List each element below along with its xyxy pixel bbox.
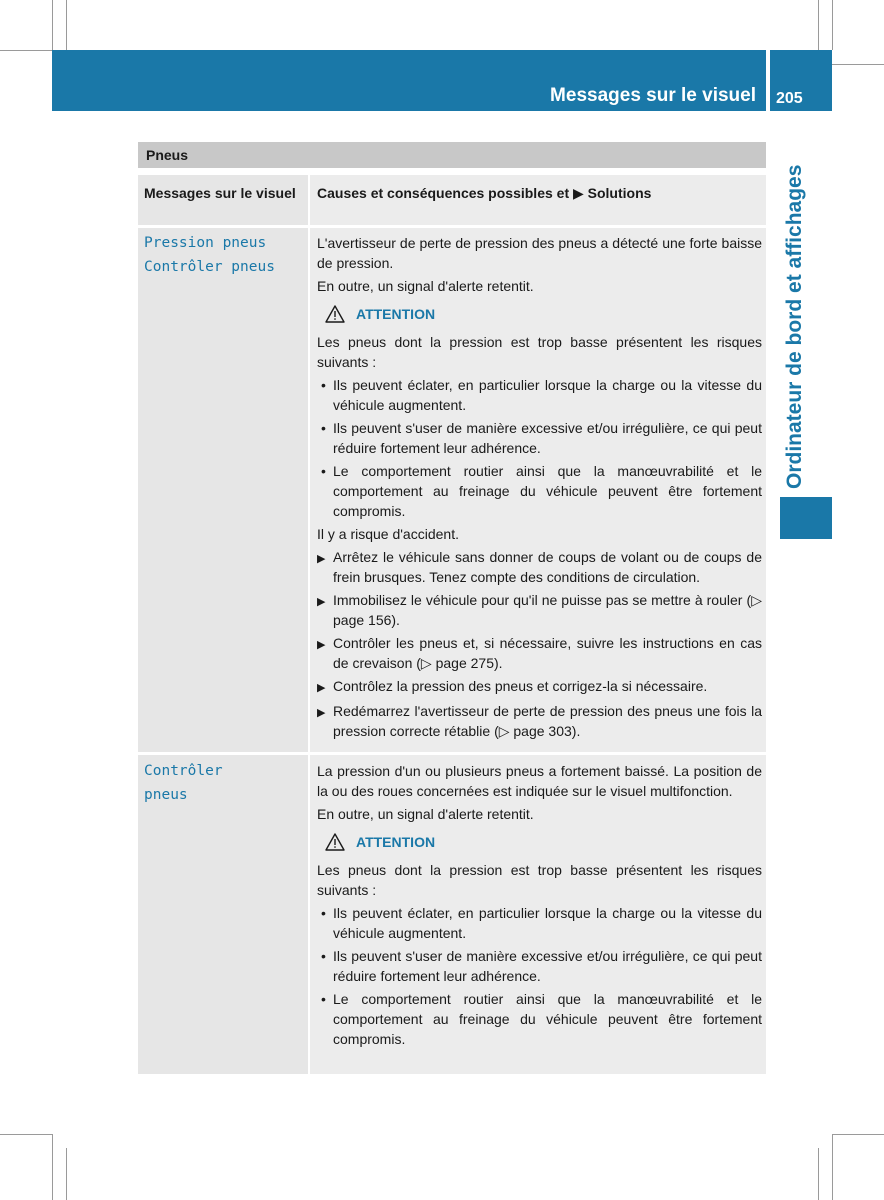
display-message-line: Contrôler bbox=[144, 763, 223, 779]
solution-step bbox=[317, 676, 762, 698]
solution-step bbox=[317, 701, 762, 741]
step-arrow-icon: ▶ bbox=[317, 639, 326, 651]
risk-bullet: • Ils peuvent s'user de manière excessive et/ou irrégulière, ce qui peut réduire fortement leur adhérence. bbox=[321, 420, 762, 456]
section-header bbox=[138, 142, 766, 168]
warning-triangle-icon bbox=[325, 833, 345, 851]
risk-bullet-text: Le comportement routier ainsi que la manœuvrabilité et le comportement au freinage du véhicule peuvent être fortement compromis. bbox=[333, 991, 762, 1047]
crop-mark bbox=[52, 1134, 53, 1200]
cause-text: En outre, un signal d'alerte retentit. bbox=[317, 278, 534, 294]
warning-triangle-icon bbox=[325, 305, 345, 323]
risk-intro: Les pneus dont la pression est trop basse présentent les risques suivants : bbox=[317, 862, 762, 898]
risk-bullet: • Le comportement routier ainsi que la manœuvrabilité et le comportement au freinage du véhicule peuvent être fortement compromis. bbox=[321, 991, 762, 1047]
risk-bullet: • Ils peuvent éclater, en particulier lorsque la charge ou la vitesse du véhicule augmentent. bbox=[321, 905, 762, 941]
solution-step-text: Arrêtez le véhicule sans donner de coups de volant ou de coups de frein brusques. Tenez compte des conditions de circulation. bbox=[333, 549, 762, 585]
solution-step-text: Redémarrez l'avertisseur de perte de pression des pneus une fois la pression correcte rétablie (▷ page 303). bbox=[333, 703, 762, 739]
risk-bullet: • Ils peuvent éclater, en particulier lorsque la charge ou la vitesse du véhicule augmentent. bbox=[321, 377, 762, 413]
cause-cell bbox=[317, 761, 762, 1052]
risk-bullet-text: Ils peuvent éclater, en particulier lorsque la charge ou la vitesse du véhicule augmentent. bbox=[333, 905, 762, 941]
solution-step bbox=[317, 590, 762, 630]
crop-mark bbox=[0, 1134, 52, 1135]
crop-mark bbox=[832, 1134, 833, 1200]
crop-mark bbox=[832, 1134, 884, 1135]
accident-warning: Il y a risque d'accident. bbox=[317, 526, 459, 542]
attention-heading bbox=[325, 304, 762, 324]
step-arrow-icon: ▶ bbox=[317, 553, 326, 565]
solution-step-text: Immobilisez le véhicule pour qu'il ne puisse pas se mettre à rouler (▷ page 156). bbox=[333, 592, 762, 628]
risk-bullet-text: Ils peuvent éclater, en particulier lorsque la charge ou la vitesse du véhicule augmentent. bbox=[333, 377, 762, 413]
attention-heading bbox=[325, 832, 762, 852]
column-header-causes: Causes et conséquences possibles et ▶ Solutions bbox=[317, 185, 652, 201]
cause-cell bbox=[317, 233, 762, 744]
column-messages bbox=[138, 175, 308, 1074]
display-message-line: Pression pneus bbox=[144, 235, 267, 251]
crop-mark bbox=[818, 0, 819, 50]
crop-mark bbox=[0, 50, 52, 51]
risk-bullet-text: Le comportement routier ainsi que la manœuvrabilité et le comportement au freinage du véhicule peuvent être fortement compromis. bbox=[333, 463, 762, 519]
messages-table bbox=[138, 175, 766, 1075]
column-header-messages: Messages sur le visuel bbox=[144, 185, 296, 201]
page-number: 205 bbox=[776, 90, 803, 107]
display-message bbox=[144, 231, 304, 279]
step-arrow-icon: ▶ bbox=[317, 707, 326, 719]
page-title: Messages sur le visuel bbox=[550, 85, 756, 106]
risk-bullet-text: Ils peuvent s'user de manière excessive et/ou irrégulière, ce qui peut réduire fortement leur adhérence. bbox=[333, 420, 762, 456]
cause-text: En outre, un signal d'alerte retentit. bbox=[317, 806, 534, 822]
display-message bbox=[144, 759, 304, 807]
step-arrow-icon: ▶ bbox=[317, 596, 326, 608]
risk-intro: Les pneus dont la pression est trop basse présentent les risques suivants : bbox=[317, 334, 762, 370]
cause-text: La pression d'un ou plusieurs pneus a fortement baissé. La position de la ou des roues concernées est indiquée sur le visuel multifonction. bbox=[317, 763, 762, 799]
display-message-line: pneus bbox=[144, 787, 188, 803]
attention-label: ATTENTION bbox=[356, 834, 436, 850]
attention-label: ATTENTION bbox=[356, 306, 436, 322]
solution-step-text: Contrôlez la pression des pneus et corrigez-la si nécessaire. bbox=[333, 678, 708, 694]
risk-bullet-text: Ils peuvent s'user de manière excessive et/ou irrégulière, ce qui peut réduire fortement leur adhérence. bbox=[333, 948, 762, 984]
risk-bullet: • Le comportement routier ainsi que la manœuvrabilité et le comportement au freinage du véhicule peuvent être fortement compromis. bbox=[321, 463, 762, 519]
crop-mark bbox=[66, 0, 67, 50]
crop-mark bbox=[66, 1148, 67, 1200]
row-separator bbox=[138, 225, 766, 228]
chapter-tab-marker bbox=[780, 497, 832, 539]
solution-step bbox=[317, 633, 762, 673]
section-title: Pneus bbox=[146, 147, 189, 163]
crop-mark bbox=[832, 0, 833, 50]
chapter-side-label: Ordinateur de bord et affichages bbox=[783, 164, 806, 489]
cause-text: L'avertisseur de perte de pression des pneus a détecté une forte baisse de pression. bbox=[317, 235, 762, 271]
crop-mark bbox=[818, 1148, 819, 1200]
header-bar bbox=[52, 50, 766, 111]
display-message-line: Contrôler pneus bbox=[144, 259, 275, 275]
page-number-box bbox=[770, 50, 832, 111]
step-arrow-icon: ▶ bbox=[317, 682, 326, 694]
risk-bullet: • Ils peuvent s'user de manière excessive et/ou irrégulière, ce qui peut réduire fortement leur adhérence. bbox=[321, 948, 762, 984]
solution-step-text: Contrôler les pneus et, si nécessaire, suivre les instructions en cas de crevaison (▷ page 275). bbox=[333, 635, 762, 671]
row-separator bbox=[138, 752, 766, 755]
solution-step bbox=[317, 547, 762, 587]
crop-mark bbox=[832, 64, 884, 65]
crop-mark bbox=[52, 0, 53, 50]
